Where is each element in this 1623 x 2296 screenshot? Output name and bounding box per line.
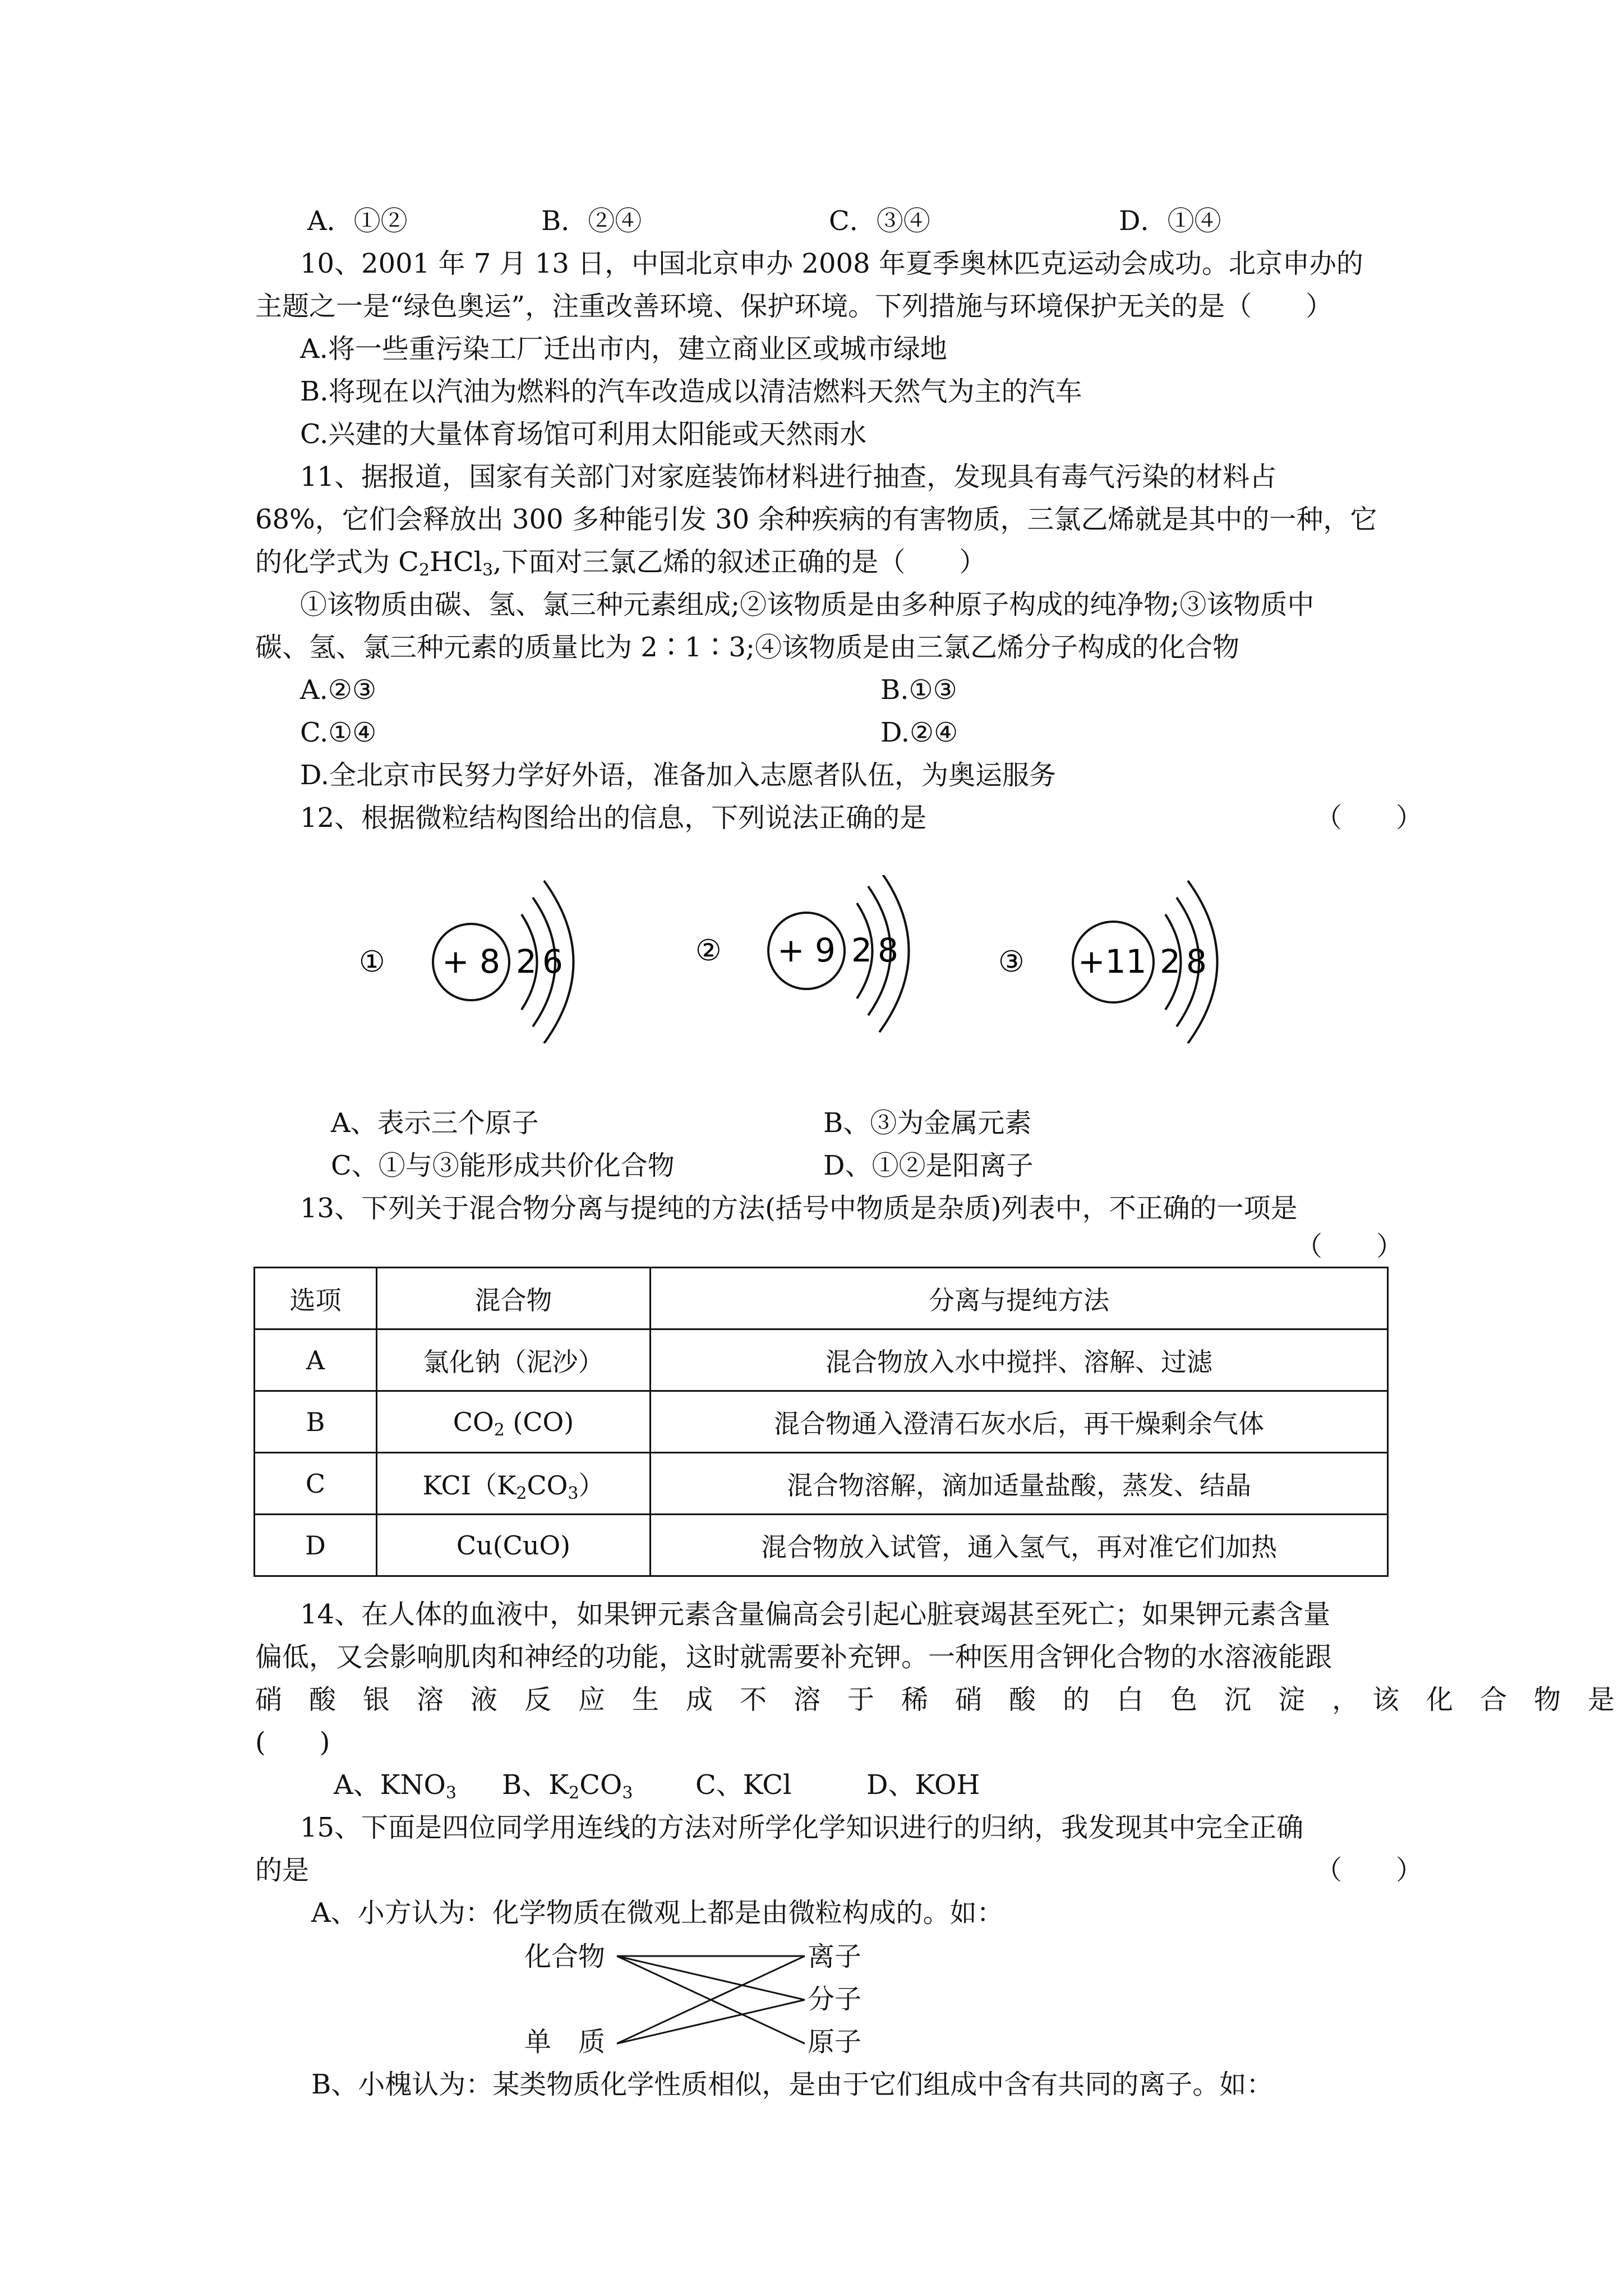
q11-option-a: A.②③ (300, 674, 376, 706)
atom-diagram-2-nucleus: + 9 (777, 931, 836, 969)
atomic-structure-diagrams (336, 875, 1290, 1043)
table-cell-option: B (255, 1391, 377, 1453)
atom-diagram-3-nucleus: +11 (1078, 942, 1147, 981)
q13-stem: 13、下列关于混合物分离与提纯的方法(括号中物质是杂质)列表中，不正确的一项是 (300, 1193, 1298, 1224)
matching-left-compound: 化合物 (524, 1941, 606, 1972)
table-header-row (255, 1268, 1388, 1329)
table-cell-mixture: 氯化钠（泥沙） (377, 1329, 651, 1391)
q14-stem-line3: 硝 酸 银 溶 液 反 应 生 成 不 溶 于 稀 硝 酸 的 白 色 沉 淀 ， 该 化 合 物 是 (255, 1684, 1615, 1715)
q14-option-c: C、KCl (695, 1769, 792, 1801)
matching-right-atom: 原子 (808, 2026, 862, 2058)
table-cell-method: 混合物放入水中搅拌、溶解、过滤 (651, 1329, 1388, 1391)
atom-diagram-1-label: ① (359, 945, 385, 979)
atom-diagram-1 (359, 881, 574, 1043)
table-cell-option: D (255, 1515, 377, 1576)
q15-option-a: A、小方认为：化学物质在微观上都是由微粒构成的。如： (311, 1897, 1004, 1929)
q9-option-c: C．③④ (829, 205, 930, 237)
match-line-5 (617, 2000, 805, 2044)
separation-methods-table (253, 1267, 1389, 1577)
table-cell-method: 混合物通入澄清石灰水后，再干燥剩余气体 (651, 1391, 1388, 1453)
atom-diagram-2-shell-1: 2 (851, 931, 872, 969)
q11-stem-line1: 11、据报道，国家有关部门对家庭装饰材料进行抽查，发现具有毒气污染的材料占 (300, 461, 1277, 493)
q14-stem-line1: 14、在人体的血液中，如果钾元素含量偏高会引起心脏衰竭甚至死亡；如果钾元素含量 (300, 1599, 1331, 1630)
atom-diagram-2-label: ② (695, 934, 722, 968)
table-cell-method: 混合物放入试管，通入氢气，再对准它们加热 (651, 1515, 1388, 1576)
atom-diagram-3 (998, 881, 1218, 1043)
table-cell-mixture: $KCI(K_2CO_3)$ (377, 1453, 651, 1515)
matching-right-ion: 离子 (808, 1941, 862, 1972)
q9-option-a: A．①② (307, 205, 408, 237)
q10-option-a: A.将一些重污染工厂迁出市内，建立商业区或城市绿地 (300, 333, 947, 365)
table-row (255, 1329, 1388, 1391)
table-header-mixture: 混合物 (377, 1268, 651, 1329)
match-line-2 (617, 1956, 805, 2000)
q13-answer-paren: （ ） (1295, 1231, 1404, 1262)
q11-stem-line2: 68%，它们会释放出 300 多种能引发 30 余种疾病的有害物质，三氯乙烯就是其中的一种，它 (255, 504, 1377, 535)
atom-diagram-1-shell-1: 2 (516, 942, 537, 981)
q12-option-a: A、表示三个原子 (331, 1107, 539, 1139)
table-cell-method: 混合物溶解，滴加适量盐酸，蒸发、结晶 (651, 1453, 1388, 1515)
q11-option-d: D.②④ (880, 717, 958, 748)
q11-option-c: C.①④ (300, 717, 377, 748)
q15-stem-line1: 15、下面是四位同学用连线的方法对所学化学知识进行的归纳，我发现其中完全正确 (300, 1812, 1304, 1843)
q10-stem-line1: 10、2001 年 7 月 13 日，中国北京申办 2008 年夏季奥林匹克运动会成功。北京申办的 (300, 248, 1363, 279)
table-cell-mixture: Cu(CuO) (377, 1515, 651, 1576)
atom-diagram-2-shell-2: 8 (878, 931, 898, 969)
q14-option-b: B、$K_2CO_3$ (502, 1769, 633, 1803)
table-header-option: 选项 (255, 1268, 377, 1329)
table-cell-option: C (255, 1453, 377, 1515)
q11-option-b: B.①③ (880, 674, 957, 706)
atom-diagram-1-shell-2: 6 (542, 942, 563, 981)
matching-right-molecule: 分子 (808, 1984, 862, 2015)
q14-option-d: D、KOH (866, 1769, 980, 1801)
table-row (255, 1391, 1388, 1453)
table-cell-option: A (255, 1329, 377, 1391)
atom-diagram-3-label: ③ (998, 945, 1025, 979)
q12-option-d: D、①②是阳离子 (823, 1150, 1034, 1181)
atom-diagram-2 (695, 875, 909, 1032)
atom-diagram-1-nucleus: + 8 (442, 942, 500, 981)
atom-diagram-3-shell-1: 2 (1160, 942, 1181, 981)
q10-stem-line2: 主题之一是“绿色奥运”，注重改善环境、保护环境。下列措施与环境保护无关的是（ ） (255, 291, 1333, 322)
q11-stem-line3: 的化学式为 $C_2HCl_3$,下面对三氯乙烯的叙述正确的是（ ） (255, 546, 986, 580)
atom-diagram-3-shell-2: 8 (1186, 942, 1207, 981)
q14-stem-line2: 偏低，又会影响肌肉和神经的功能，这时就需要补充钾。一种医用含钾化合物的水溶液能跟 (255, 1641, 1332, 1673)
table-row (255, 1453, 1388, 1515)
q15-stem-line2: 的是 (255, 1855, 310, 1886)
q14-answer-paren: ( ) (255, 1727, 330, 1758)
matching-lines (611, 1938, 813, 2067)
q11-statements-line1: ①该物质由碳、氢、氯三种元素组成;②该物质是由多种原子构成的纯净物;③该物质中 (300, 589, 1315, 620)
table-header-method: 分离与提纯方法 (651, 1268, 1388, 1329)
q10-option-c: C.兴建的大量体育场馆可利用太阳能或天然雨水 (300, 418, 867, 450)
q12-option-c: C、①与③能形成共价化合物 (331, 1150, 675, 1181)
q10-option-d: D.全北京市民努力学好外语，准备加入志愿者队伍，为奥运服务 (300, 760, 1057, 791)
q12-stem: 12、根据微粒结构图给出的信息，下列说法正确的是 (300, 802, 927, 834)
matching-left-element: 单 质 (524, 2026, 606, 2058)
q12-answer-paren: （ ） (1315, 802, 1423, 834)
q15-answer-paren: （ ） (1315, 1855, 1423, 1886)
table-row (255, 1515, 1388, 1576)
q9-option-d: D．①④ (1119, 205, 1221, 237)
q15-option-b: B、小槐认为：某类物质化学性质相似，是由于它们组成中含有共同的离子。如： (311, 2069, 1274, 2100)
q12-option-b: B、③为金属元素 (823, 1107, 1032, 1139)
q9-option-b: B．②④ (541, 205, 642, 237)
q11-statements-line2: 碳、氢、氯三种元素的质量比为 2∶1∶3;④该物质是由三氯乙烯分子构成的化合物 (255, 632, 1240, 663)
table-cell-mixture: $CO_2$ (CO) (377, 1391, 651, 1453)
q14-option-a: A、$KNO_3$ (334, 1769, 457, 1803)
q10-option-b: B.将现在以汽油为燃料的汽车改造成以清洁燃料天然气为主的汽车 (300, 376, 1082, 407)
